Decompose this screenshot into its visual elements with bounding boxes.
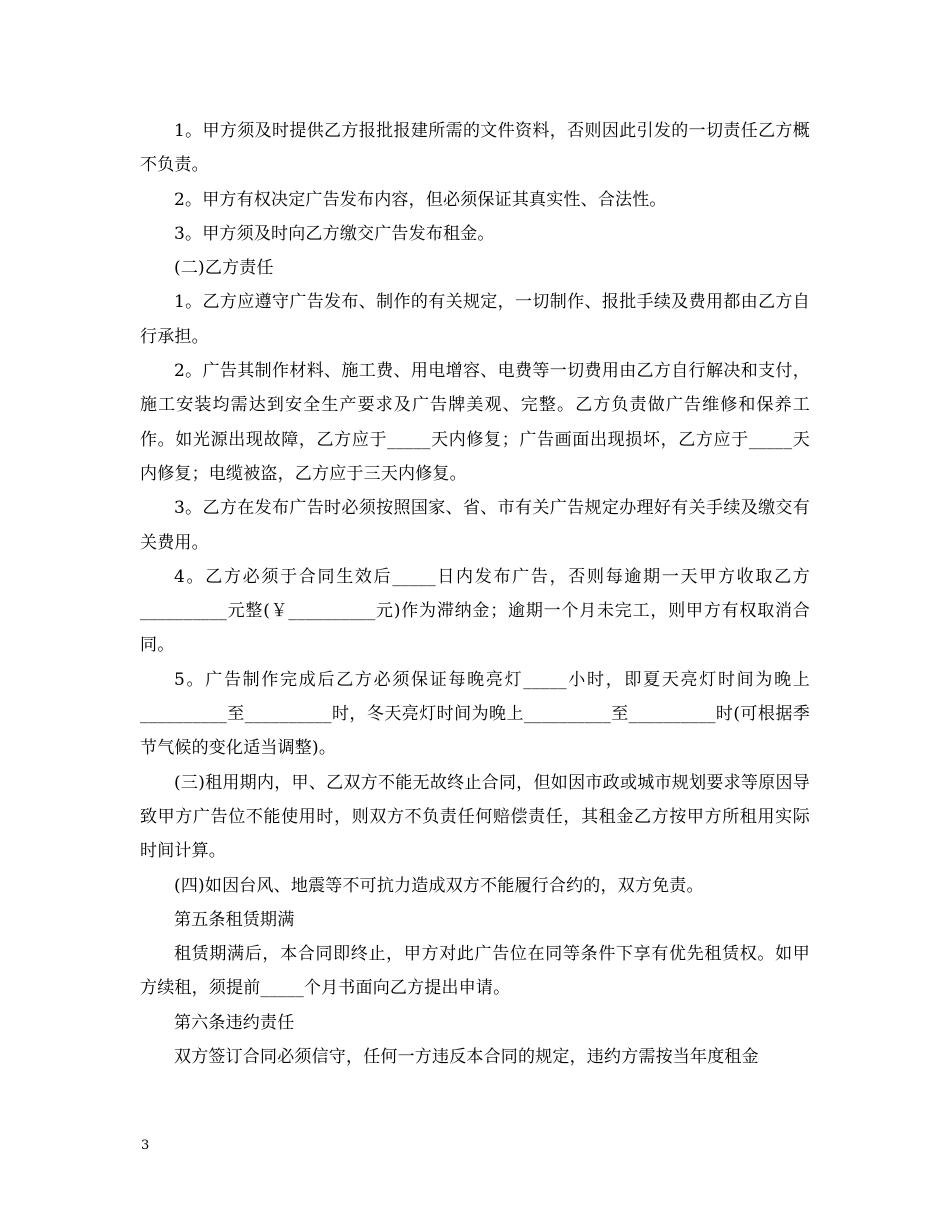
article-six-heading: 第六条违约责任 [174, 1012, 295, 1033]
section-heading-party-b: (二)乙方责任 [174, 258, 274, 279]
article-five-body: 租赁期满后，本合同即终止，甲方对此广告位在同等条件下享有优先租赁权。如甲方续租，须提前_____个月书面向乙方提出申请。 [140, 944, 810, 999]
clause-party-b-4: 4。乙方必须于合同生效后_____日内发布广告，否则每逾期一天甲方收取乙方__________元整(￥__________元)作为滞纳金；逾期一个月未完工，则甲方有权取消合同。 [140, 566, 810, 656]
clause-party-a-1: 1。甲方须及时提供乙方报批报建所需的文件资料，否则因此引发的一切责任乙方概不负责。 [140, 121, 810, 176]
article-six-body: 双方签订合同必须信守，任何一方违反本合同的规定，违约方需按当年度租金 [174, 1047, 759, 1068]
clause-section-four: (四)如因台风、地震等不可抗力造成双方不能履行合约的，双方免责。 [174, 875, 704, 896]
clause-party-b-1: 1。乙方应遵守广告发布、制作的有关规定，一切制作、报批手续及费用都由乙方自行承担。 [140, 292, 810, 347]
article-five-heading: 第五条租赁期满 [174, 909, 295, 930]
clause-section-three: (三)租用期内，甲、乙双方不能无故终止合同，但如因市政或城市规划要求等原因导致甲方广告位不能使用时，则双方不负责任何赔偿责任，其租金乙方按甲方所租用实际时间计算。 [140, 772, 810, 862]
page-number: 3 [141, 1138, 150, 1153]
clause-party-b-3: 3。乙方在发布广告时必须按照国家、省、市有关广告规定办理好有关手续及缴交有关费用。 [140, 498, 810, 553]
clause-party-a-2: 2。甲方有权决定广告发布内容，但必须保证其真实性、合法性。 [174, 189, 667, 210]
clause-party-a-3: 3。甲方须及时向乙方缴交广告发布租金。 [174, 223, 495, 244]
clause-party-b-5: 5。广告制作完成后乙方必须保证每晚亮灯_____小时，即夏天亮灯时间为晚上__________至__________时，冬天亮灯时间为晚上__________至__________时(可根据季节气候的变化适当调整)。 [140, 669, 810, 759]
document-body [140, 114, 810, 1074]
clause-party-b-2: 2。广告其制作材料、施工费、用电增容、电费等一切费用由乙方自行解决和支付，施工安装均需达到安全生产要求及广告牌美观、完整。乙方负责做广告维修和保养工作。如光源出现故障，乙方应于_____天内修复；广告画面出现损坏，乙方应于_____天内修复；电缆被盗，乙方应于三天内修复。 [140, 361, 810, 484]
